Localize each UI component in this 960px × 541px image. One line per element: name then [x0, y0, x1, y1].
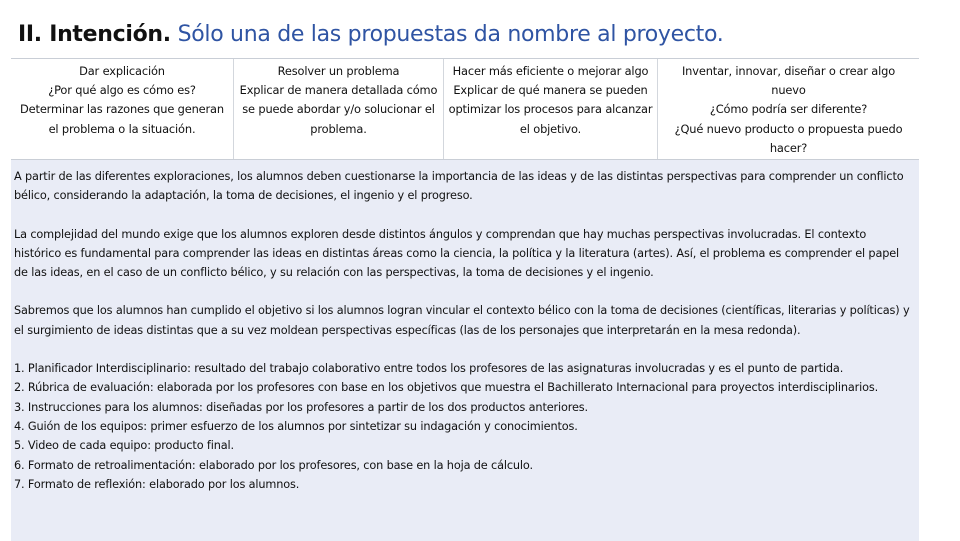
list-item: 7. Formato de reflexión: elaborado por los alumnos.: [14, 477, 300, 491]
deliverables-list: [14, 359, 916, 494]
title-prefix: II. Intención.: [18, 22, 171, 47]
option-improve: [443, 59, 657, 159]
option-line: Explicar de qué manera se pueden: [453, 83, 648, 98]
option-line: hacer?: [769, 140, 808, 155]
option-line: ¿Qué nuevo producto o propuesta puedo: [674, 121, 903, 136]
description-box: [11, 160, 919, 541]
paragraph: La complejidad del mundo exige que los alumnos exploren desde distintos ángulos y comprendan que hay muchas perspectivas involucradas. El contexto histórico es fundamental para comprender las ideas en distintas áreas como la ciencia, la política y la literatura (artes). Así, el problema es comprender el papel de las ideas, en el caso de un conflicto bélico, y su relación con las perspectivas, la toma de decisiones y el ingenio.: [14, 227, 900, 280]
option-line: nuevo: [771, 83, 806, 98]
option-line: el objetivo.: [519, 121, 582, 136]
list-item: 6. Formato de retroalimentación: elaborado por los profesores, con base en la hoja de cálculo.: [14, 458, 533, 472]
list-item: 1. Planificador Interdisciplinario: resultado del trabajo colaborativo entre todos los profesores de las asignaturas involucradas y es el punto de partida.: [14, 362, 844, 376]
option-line: ¿Por qué algo es cómo es?: [48, 83, 196, 98]
option-title: Inventar, innovar, diseñar o crear algo: [681, 64, 896, 78]
option-line: Explicar de manera detallada cómo: [239, 83, 438, 98]
option-line: problema.: [310, 121, 367, 136]
option-explain: [11, 59, 233, 159]
list-item: 3. Instrucciones para los alumnos: diseñadas por los profesores a partir de los dos productos anteriores.: [14, 400, 588, 414]
option-solve: [233, 59, 443, 159]
option-line: el problema o la situación.: [48, 121, 196, 136]
list-item: 4. Guión de los equipos: primer esfuerzo de los alumnos por sintetizar su indagación y conocimientos.: [14, 419, 578, 433]
option-invent: [657, 59, 919, 159]
list-item: 2. Rúbrica de evaluación: elaborada por los profesores con base en los objetivos que muestra el Bachillerato Internacional para proyectos interdisciplinarios.: [14, 381, 879, 395]
option-title: Hacer más eficiente o mejorar algo: [452, 64, 649, 78]
option-line: Determinar las razones que generan: [20, 102, 224, 117]
list-item: 5. Video de cada equipo: producto final.: [14, 439, 234, 453]
paragraph: A partir de las diferentes exploraciones, los alumnos deben cuestionarse la importancia de las ideas y de las distintas perspectivas para comprender un conflicto bélico, considerando la adaptación, la toma de decisiones, el ingenio y el progreso.: [14, 170, 904, 203]
options-row: [11, 59, 919, 160]
page-title: [18, 22, 723, 47]
title-accent: Sólo una de las propuestas da nombre al proyecto.: [177, 22, 724, 47]
option-line: ¿Cómo podría ser diferente?: [709, 102, 868, 117]
option-line: se puede abordar y/o solucionar el: [242, 102, 435, 117]
paragraph: Sabremos que los alumnos han cumplido el objetivo si los alumnos logran vincular el contexto bélico con la toma de decisiones (científicas, literarias y políticas) y el surgimiento de ideas distintas que a su vez moldean perspectivas específicas (las de los personajes que interpretarán en la mesa redonda).: [14, 304, 910, 337]
option-line: optimizar los procesos para alcanzar: [448, 102, 653, 117]
option-title: Resolver un problema: [277, 64, 400, 78]
option-title: Dar explicación: [79, 64, 165, 78]
intention-table: [11, 58, 919, 541]
